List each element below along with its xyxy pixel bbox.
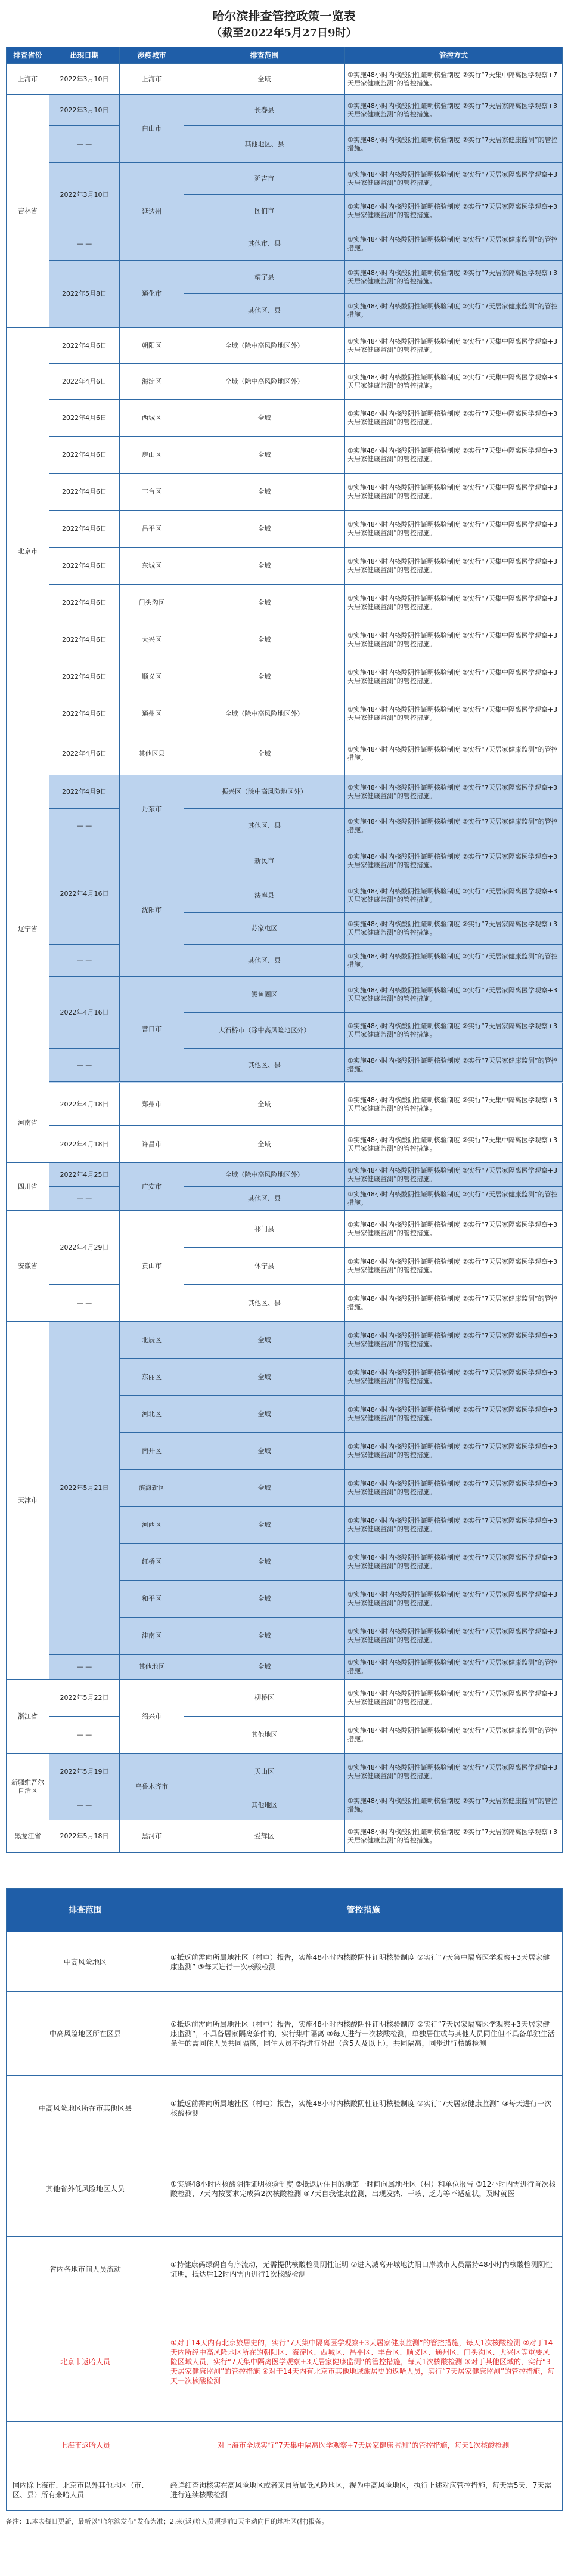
city-cell: 上海市: [120, 64, 184, 95]
date-cell: 2022年4月16日: [49, 843, 120, 945]
policy-cell: ①实施48小时内核酸阴性证明核验制度 ②实行“7天居家隔离医学观察+3天居家健康监测”的管控措施。: [345, 163, 563, 195]
city-cell: 郑州市: [120, 1083, 184, 1126]
city-cell: 丰台区: [120, 474, 184, 511]
province-cell: 河南省: [7, 1083, 49, 1163]
date-cell: 2022年3月10日: [49, 95, 120, 126]
col-scope: 排查范围: [7, 1889, 164, 1932]
scope-cell: 鲅鱼圈区: [184, 977, 345, 1013]
date-cell: — —: [49, 1717, 120, 1754]
table-row: [7, 1820, 563, 1853]
date-cell: 2022年4月6日: [49, 695, 120, 732]
policy-cell: ①实施48小时内核酸阴性证明核验制度 ②实行“7天居家健康监测”的管控措施。: [345, 732, 563, 775]
policy-cell: ①实施48小时内核酸阴性证明核验制度 ②实行“7天居家隔离医学观察+3天居家健康监测”的管控措施。: [345, 1507, 563, 1544]
table-row: [7, 2141, 563, 2237]
policy-cell: ①实施48小时内核酸阴性证明核验制度 ②实行“7天集中隔离医学观察+3天居家健康监测”的管控措施。: [345, 328, 563, 364]
date-cell: 2022年4月6日: [49, 511, 120, 548]
policy-cell: ①实施48小时内核酸阴性证明核验制度 ②实行“7天集中隔离医学观察+3天居家健康监测”的管控措施。: [345, 658, 563, 695]
scope-cell: 上海市返哈人员: [7, 2422, 164, 2469]
province-cell: 吉林省: [7, 95, 49, 328]
scope-cell: 其他区、县: [184, 294, 345, 327]
table-row: [7, 2302, 563, 2422]
policy-cell: ①实施48小时内核酸阴性证明核验制度 ②实行“7天居家健康监测”的管控措施。: [345, 945, 563, 977]
scope-cell: 其他市、县: [184, 227, 345, 261]
city-cell: 通化市: [120, 261, 184, 327]
page-header: [0, 0, 568, 47]
city-cell: 海淀区: [120, 364, 184, 400]
date-cell: 2022年4月6日: [49, 437, 120, 474]
col-date: 出现日期: [49, 47, 120, 64]
scope-cell: 中高风险地区所在区县: [7, 1992, 164, 2076]
policy-cell: ①实施48小时内核酸阴性证明核验制度 ②实行“7天居家隔离医学观察+3天居家健康监测”的管控措施。: [345, 1211, 563, 1248]
table-row: [7, 695, 563, 732]
scope-cell: 全域: [184, 1655, 345, 1680]
policy-cell: ①实施48小时内核酸阴性证明核验制度 ②实行“7天居家隔离医学观察+3天居家健康监测”的管控措施。: [345, 1618, 563, 1655]
city-cell: 门头沟区: [120, 585, 184, 621]
table-row: [7, 1717, 563, 1754]
policy-cell: ①实施48小时内核酸阴性证明核验制度 ②实行“7天集中隔离医学观察+7天居家健康监测”的管控措施。: [345, 64, 563, 95]
table-row: [7, 775, 563, 809]
city-cell: 红桥区: [120, 1544, 184, 1581]
city-cell: 绍兴市: [120, 1680, 184, 1754]
table-row: [7, 400, 563, 437]
date-cell: 2022年4月6日: [49, 621, 120, 658]
province-cell: 浙江省: [7, 1680, 49, 1754]
scope-cell: 全域: [184, 1083, 345, 1126]
city-cell: 河西区: [120, 1507, 184, 1544]
city-cell: 房山区: [120, 437, 184, 474]
table-row: [7, 126, 563, 163]
table-row: [7, 511, 563, 548]
table-row: [7, 1163, 563, 1187]
scope-cell: 其他区、县: [184, 1187, 345, 1211]
footer-note: 备注：1.本表每日更新，最新以“哈尔滨发布”发布为准；2.来(返)哈人员须提前3天主动向目的地社区(村)报备。: [6, 2518, 328, 2525]
table-row: [7, 1680, 563, 1717]
policy-cell: ①实施48小时内核酸阴性证明核验制度 ②实行“7天居家隔离医学观察+3天居家健康监测”的管控措施。: [345, 1163, 563, 1187]
policy-cell: ①实施48小时内核酸阴性证明核验制度 ②实行“7天集中隔离医学观察+3天居家健康监测”的管控措施。: [345, 400, 563, 437]
scope-cell: 北京市返哈人员: [7, 2302, 164, 2422]
policy-cell: ①实施48小时内核酸阴性证明核验制度 ②实行“7天居家隔离医学观察+3天居家健康监测”的管控措施。: [345, 1248, 563, 1285]
policy-cell: ①实施48小时内核酸阴性证明核验制度 ②实行“7天居家隔离医学观察+3天居家健康监测”的管控措施。: [345, 843, 563, 879]
col-city: 涉疫城市: [120, 47, 184, 64]
date-cell: — —: [49, 1049, 120, 1082]
policy-cell: ①实施48小时内核酸阴性证明核验制度 ②实行“7天居家健康监测”的管控措施。: [345, 294, 563, 327]
policy-cell: ①实施48小时内核酸阴性证明核验制度 ②实行“7天居家隔离医学观察+3天居家健康监测”的管控措施。: [345, 775, 563, 809]
date-cell: 2022年4月6日: [49, 364, 120, 400]
city-cell: 滨海新区: [120, 1470, 184, 1507]
scope-cell: 全域: [184, 400, 345, 437]
scope-cell: 其他地区: [184, 1717, 345, 1754]
measures-table: [6, 1888, 563, 2511]
date-cell: 2022年4月6日: [49, 474, 120, 511]
date-cell: — —: [49, 1790, 120, 1820]
policy-cell: ①实施48小时内核酸阴性证明核验制度 ②实行“7天居家健康监测”的管控措施。: [345, 1049, 563, 1082]
table-row: [7, 977, 563, 1013]
scope-cell: 全域: [184, 511, 345, 548]
scope-cell: 图们市: [184, 195, 345, 227]
table-row: [7, 163, 563, 195]
scope-cell: 全域（除中高风险地区外）: [184, 364, 345, 400]
policy-cell: ①实施48小时内核酸阴性证明核验制度 ②实行“7天集中隔离医学观察+3天居家健康监测”的管控措施。: [345, 1126, 563, 1163]
table-row: [7, 1285, 563, 1322]
scope-cell: 全域: [184, 1507, 345, 1544]
scope-cell: 全域: [184, 548, 345, 585]
policy-cell: ①实施48小时内核酸阴性证明核验制度 ②实行“7天居家隔离医学观察+3天居家健康监测”的管控措施。: [345, 1754, 563, 1790]
province-cell: 黑龙江省: [7, 1820, 49, 1853]
page-subtitle: （截至2022年5月27日9时）: [211, 27, 357, 39]
scope-cell: 全域: [184, 64, 345, 95]
table-row: [7, 261, 563, 294]
policy-cell: ①实施48小时内核酸阴性证明核验制度 ②实行“7天居家隔离医学观察+3天居家健康监测”的管控措施。: [345, 913, 563, 945]
scope-cell: 休宁县: [184, 1248, 345, 1285]
scope-cell: 省内各地市间人员流动: [7, 2237, 164, 2302]
table-row: [7, 1211, 563, 1248]
control-policy-table: [6, 47, 563, 1853]
measure-cell: ①抵返前需向所属地社区（村屯）报告，实施48小时内核酸阴性证明核验制度 ②实行“7天居家健康监测” ③每天进行一次核酸检测: [164, 2076, 563, 2141]
scope-cell: 全域: [184, 437, 345, 474]
city-cell: 许昌市: [120, 1126, 184, 1163]
page-title: 哈尔滨排查管控政策一览表: [212, 9, 356, 23]
policy-cell: ①实施48小时内核酸阴性证明核验制度 ②实行“7天居家隔离医学观察+3天居家健康监测”的管控措施。: [345, 1581, 563, 1618]
city-cell: 河北区: [120, 1396, 184, 1433]
city-cell: 营口市: [120, 977, 184, 1082]
province-cell: 上海市: [7, 64, 49, 95]
policy-cell: ①实施48小时内核酸阴性证明核验制度 ②实行“7天集中隔离医学观察+3天居家健康监测”的管控措施。: [345, 474, 563, 511]
city-cell: 广安市: [120, 1163, 184, 1211]
date-cell: 2022年4月6日: [49, 548, 120, 585]
date-cell: — —: [49, 1187, 120, 1211]
policy-cell: ①实施48小时内核酸阴性证明核验制度 ②实行“7天居家隔离医学观察+3天居家健康监测”的管控措施。: [345, 95, 563, 126]
table-header-row: [7, 47, 563, 64]
scope-cell: 全域: [184, 1581, 345, 1618]
city-cell: 黑河市: [120, 1820, 184, 1853]
scope-cell: 其他省外低风险地区人员: [7, 2141, 164, 2237]
table-row: [7, 945, 563, 977]
table-row: [7, 328, 563, 364]
scope-cell: 中高风险地区所在市其他区县: [7, 2076, 164, 2141]
scope-cell: 其他区、县: [184, 809, 345, 843]
policy-cell: ①实施48小时内核酸阴性证明核验制度 ②实行“7天居家隔离医学观察+3天居家健康监测”的管控措施。: [345, 1013, 563, 1049]
date-cell: 2022年4月6日: [49, 732, 120, 775]
measure-cell: 经详细查询核实在高风险地区或者来自所属低风险地区，视为中高风险地区，执行上述对应管控措施，每天需5天、7天需进行连续核酸检测: [164, 2469, 563, 2511]
city-cell: 东城区: [120, 548, 184, 585]
date-cell: — —: [49, 945, 120, 977]
table-header-row: [7, 1889, 563, 1932]
table-row: [7, 809, 563, 843]
scope-cell: 天山区: [184, 1754, 345, 1790]
date-cell: — —: [49, 809, 120, 843]
measure-cell: ①抵返前需向所属地社区（村屯）报告，实施48小时内核酸阴性证明核验制度 ②实行“7天集中隔离医学观察+3天居家健康监测” ③每天进行一次核酸检测: [164, 1932, 563, 1992]
scope-cell: 全域: [184, 621, 345, 658]
scope-cell: 中高风险地区: [7, 1932, 164, 1992]
scope-cell: 其他地区、县: [184, 126, 345, 163]
measure-cell: ①持健康码绿码自有序流动，无需提供核酸检测阴性证明 ②进入减离开城地沈阳口岸城市人员需持48小时内核酸检测阴性证明，抵达后12时内需再进行1次核酸检测: [164, 2237, 563, 2302]
policy-cell: ①实施48小时内核酸阴性证明核验制度 ②实行“7天集中隔离医学观察+3天居家健康监测”的管控措施。: [345, 548, 563, 585]
measure-cell: 对上海市全域实行“7天集中隔离医学观察+7天居家健康监测”的管控措施，每天1次核酸检测: [164, 2422, 563, 2469]
policy-cell: ①实施48小时内核酸阴性证明核验制度 ②实行“7天居家隔离医学观察+3天居家健康监测”的管控措施。: [345, 1680, 563, 1717]
province-cell: 新疆维吾尔自治区: [7, 1754, 49, 1820]
table-row: [7, 1187, 563, 1211]
province-cell: 安徽省: [7, 1211, 49, 1322]
table-row: [7, 585, 563, 621]
table-row: [7, 1992, 563, 2076]
col-province: 排查省份: [7, 47, 49, 64]
city-cell: 西城区: [120, 400, 184, 437]
table-row: [7, 64, 563, 95]
date-cell: — —: [49, 1655, 120, 1680]
scope-cell: 法库县: [184, 879, 345, 913]
policy-cell: ①实施48小时内核酸阴性证明核验制度 ②实行“7天集中隔离医学观察+3天居家健康监测”的管控措施。: [345, 511, 563, 548]
scope-cell: 全域: [184, 658, 345, 695]
scope-cell: 全域: [184, 1544, 345, 1581]
table-row: [7, 1790, 563, 1820]
scope-cell: 长春县: [184, 95, 345, 126]
scope-cell: 新民市: [184, 843, 345, 879]
province-cell: 北京市: [7, 328, 49, 775]
date-cell: 2022年4月25日: [49, 1163, 120, 1187]
scope-cell: 其他区、县: [184, 1049, 345, 1082]
province-cell: 辽宁省: [7, 775, 49, 1083]
policy-cell: ①实施48小时内核酸阴性证明核验制度 ②实行“7天居家隔离医学观察+3天居家健康监测”的管控措施。: [345, 977, 563, 1013]
date-cell: 2022年5月21日: [49, 1322, 120, 1655]
scope-cell: 全域: [184, 474, 345, 511]
table-row: [7, 621, 563, 658]
col-scope: 排查范围: [184, 47, 345, 64]
table-row: [7, 1049, 563, 1082]
province-cell: 天津市: [7, 1322, 49, 1680]
table-row: [7, 1754, 563, 1790]
date-cell: 2022年4月6日: [49, 658, 120, 695]
scope-cell: 全域: [184, 1396, 345, 1433]
policy-cell: ①实施48小时内核酸阴性证明核验制度 ②实行“7天居家健康监测”的管控措施。: [345, 809, 563, 843]
policy-cell: ①实施48小时内核酸阴性证明核验制度 ②实行“7天集中隔离医学观察+3天居家健康监测”的管控措施。: [345, 695, 563, 732]
date-cell: 2022年4月9日: [49, 775, 120, 809]
table-row: [7, 658, 563, 695]
date-cell: 2022年4月6日: [49, 400, 120, 437]
scope-cell: 全域: [184, 1126, 345, 1163]
col-measure: 管控措施: [164, 1889, 563, 1932]
scope-cell: 全域（除中高风险地区外）: [184, 1163, 345, 1187]
scope-cell: 大石桥市（除中高风险地区外）: [184, 1013, 345, 1049]
date-cell: — —: [49, 1285, 120, 1322]
table-row: [7, 474, 563, 511]
city-cell: 昌平区: [120, 511, 184, 548]
city-cell: 延边州: [120, 163, 184, 261]
policy-cell: ①实施48小时内核酸阴性证明核验制度 ②实行“7天居家隔离医学观察+3天居家健康监测”的管控措施。: [345, 1820, 563, 1853]
table-row: [7, 95, 563, 126]
table-row: [7, 548, 563, 585]
scope-cell: 全域: [184, 1470, 345, 1507]
policy-cell: ①实施48小时内核酸阴性证明核验制度 ②实行“7天居家隔离医学观察+3天居家健康监测”的管控措施。: [345, 1470, 563, 1507]
date-cell: 2022年4月6日: [49, 328, 120, 364]
city-cell: 丹东市: [120, 775, 184, 843]
scope-cell: 靖宇县: [184, 261, 345, 294]
scope-cell: 全域: [184, 1618, 345, 1655]
table-row: [7, 2237, 563, 2302]
table-row: [7, 2076, 563, 2141]
scope-cell: 其他区、县: [184, 945, 345, 977]
policy-cell: ①实施48小时内核酸阴性证明核验制度 ②实行“7天居家健康监测”的管控措施。: [345, 126, 563, 163]
city-cell: 和平区: [120, 1581, 184, 1618]
scope-cell: 延吉市: [184, 163, 345, 195]
city-cell: 通州区: [120, 695, 184, 732]
date-cell: 2022年5月18日: [49, 1820, 120, 1853]
table-row: [7, 2422, 563, 2469]
city-cell: 沈阳市: [120, 843, 184, 977]
city-cell: 东丽区: [120, 1359, 184, 1396]
measure-cell: ①实施48小时内核酸阴性证明核验制度 ②抵返居住目的地第一时间向属地社区（村）和单位报告 ③12小时内需进行首次核酸检测，7天内按要求完成第2次核酸检测 ④7天自我健康监测，出现发热、干咳、乏力等不适症状，及时就医: [164, 2141, 563, 2237]
table-row: [7, 1932, 563, 1992]
city-cell: 大兴区: [120, 621, 184, 658]
table-row: [7, 437, 563, 474]
date-cell: 2022年4月18日: [49, 1083, 120, 1126]
measure-cell: ①对于14天内有北京旅居史的，实行“7天集中隔离医学观察+3天居家健康监测”的管控措施，每天1次核酸检测 ②对于14天内所经中高风险地区所在的朝阳区、海淀区、西城区、昌平区、丰台区、顺义区、通州区、门头沟区、大兴区等重要风险区域人员，实行“7天集中隔离医学观察+3天居家健康监测”的管控措施，每天1次核酸检测 ③对于其他区域的，实行“3天居家健康监测”的管控措施 ④对于14天内有北京市其他地域旅居史的返哈人员，实行“7天居家健康监测”的管控措施，每天一次核酸检测: [164, 2302, 563, 2422]
date-cell: — —: [49, 126, 120, 163]
policy-cell: ①实施48小时内核酸阴性证明核验制度 ②实行“7天集中隔离医学观察+3天居家健康监测”的管控措施。: [345, 437, 563, 474]
date-cell: 2022年4月6日: [49, 585, 120, 621]
policy-cell: ①实施48小时内核酸阴性证明核验制度 ②实行“7天居家隔离医学观察+3天居家健康监测”的管控措施。: [345, 1433, 563, 1470]
city-cell: 津南区: [120, 1618, 184, 1655]
scope-cell: 全域: [184, 1359, 345, 1396]
scope-cell: 振兴区（除中高风险地区外）: [184, 775, 345, 809]
measure-cell: ①抵返前需向所属地社区（村屯）报告，实施48小时内核酸阴性证明核验制度 ②实行“7天居家隔离医学观察+3天居家健康监测”，不具备居家隔离条件的，实行集中隔离 ③每天进行一次核酸检测，单独居住或与其他人员同住但不具备单独生活条件的需同住人员共同隔离，同住人员不得进行外出（含5人及以上），共同隔离，同步进行核酸检测: [164, 1992, 563, 2076]
table-row: [7, 364, 563, 400]
city-cell: 白山市: [120, 95, 184, 163]
table-row: [7, 1126, 563, 1163]
scope-cell: 柳桥区: [184, 1680, 345, 1717]
policy-cell: ①实施48小时内核酸阴性证明核验制度 ②实行“7天居家健康监测”的管控措施。: [345, 1285, 563, 1322]
scope-cell: 其他区、县: [184, 1285, 345, 1322]
date-cell: — —: [49, 227, 120, 261]
policy-cell: ①实施48小时内核酸阴性证明核验制度 ②实行“7天居家隔离医学观察+3天居家健康监测”的管控措施。: [345, 1396, 563, 1433]
city-cell: 朝阳区: [120, 328, 184, 364]
city-cell: 乌鲁木齐市: [120, 1754, 184, 1820]
table-row: [7, 1655, 563, 1680]
policy-cell: ①实施48小时内核酸阴性证明核验制度 ②实行“7天集中隔离医学观察+3天居家健康监测”的管控措施。: [345, 1083, 563, 1126]
city-cell: 黄山市: [120, 1211, 184, 1322]
scope-cell: 全域: [184, 732, 345, 775]
scope-cell: 全域: [184, 1322, 345, 1359]
policy-cell: ①实施48小时内核酸阴性证明核验制度 ②实行“7天集中隔离医学观察+3天居家健康监测”的管控措施。: [345, 585, 563, 621]
table-row: [7, 2469, 563, 2511]
date-cell: 2022年4月16日: [49, 977, 120, 1049]
scope-cell: 祁门县: [184, 1211, 345, 1248]
city-cell: 南开区: [120, 1433, 184, 1470]
date-cell: 2022年3月10日: [49, 64, 120, 95]
col-policy: 管控方式: [345, 47, 563, 64]
scope-cell: 苏家屯区: [184, 913, 345, 945]
policy-cell: ①实施48小时内核酸阴性证明核验制度 ②实行“7天居家健康监测”的管控措施。: [345, 1717, 563, 1754]
table-row: [7, 1322, 563, 1359]
policy-cell: ①实施48小时内核酸阴性证明核验制度 ②实行“7天居家隔离医学观察+3天居家健康监测”的管控措施。: [345, 1322, 563, 1359]
province-cell: 四川省: [7, 1163, 49, 1211]
date-cell: 2022年5月22日: [49, 1680, 120, 1717]
date-cell: 2022年5月8日: [49, 261, 120, 327]
scope-cell: 国内除上海市、北京市以外其他地区（市、区、县）所有来哈人员: [7, 2469, 164, 2511]
policy-cell: ①实施48小时内核酸阴性证明核验制度 ②实行“7天集中隔离医学观察+3天居家健康监测”的管控措施。: [345, 364, 563, 400]
table-row: [7, 227, 563, 261]
scope-cell: 其他地区: [184, 1790, 345, 1820]
policy-cell: ①实施48小时内核酸阴性证明核验制度 ②实行“7天居家隔离医学观察+3天居家健康监测”的管控措施。: [345, 195, 563, 227]
city-cell: 其他区县: [120, 732, 184, 775]
table-row: [7, 732, 563, 775]
scope-cell: 全域（除中高风险地区外）: [184, 695, 345, 732]
scope-cell: 全域: [184, 585, 345, 621]
date-cell: 2022年4月29日: [49, 1211, 120, 1285]
city-cell: 北辰区: [120, 1322, 184, 1359]
policy-cell: ①实施48小时内核酸阴性证明核验制度 ②实行“7天居家健康监测”的管控措施。: [345, 1187, 563, 1211]
scope-cell: 爱辉区: [184, 1820, 345, 1853]
date-cell: 2022年3月10日: [49, 163, 120, 227]
policy-cell: ①实施48小时内核酸阴性证明核验制度 ②实行“7天居家隔离医学观察+3天居家健康监测”的管控措施。: [345, 1359, 563, 1396]
date-cell: 2022年5月19日: [49, 1754, 120, 1790]
date-cell: 2022年4月18日: [49, 1126, 120, 1163]
policy-cell: ①实施48小时内核酸阴性证明核验制度 ②实行“7天居家隔离医学观察+3天居家健康监测”的管控措施。: [345, 1544, 563, 1581]
table-row: [7, 843, 563, 879]
policy-cell: ①实施48小时内核酸阴性证明核验制度 ②实行“7天居家隔离医学观察+3天居家健康监测”的管控措施。: [345, 261, 563, 294]
table-row: [7, 1083, 563, 1126]
policy-cell: ①实施48小时内核酸阴性证明核验制度 ②实行“7天居家健康监测”的管控措施。: [345, 1655, 563, 1680]
city-cell: 其他地区: [120, 1655, 184, 1680]
policy-cell: ①实施48小时内核酸阴性证明核验制度 ②实行“7天集中隔离医学观察+3天居家健康监测”的管控措施。: [345, 621, 563, 658]
policy-cell: ①实施48小时内核酸阴性证明核验制度 ②实行“7天居家健康监测”的管控措施。: [345, 227, 563, 261]
policy-cell: ①实施48小时内核酸阴性证明核验制度 ②实行“7天居家隔离医学观察+3天居家健康监测”的管控措施。: [345, 879, 563, 913]
city-cell: 顺义区: [120, 658, 184, 695]
scope-cell: 全域: [184, 1433, 345, 1470]
policy-cell: ①实施48小时内核酸阴性证明核验制度 ②实行“7天居家健康监测”的管控措施。: [345, 1790, 563, 1820]
scope-cell: 全域（除中高风险地区外）: [184, 328, 345, 364]
